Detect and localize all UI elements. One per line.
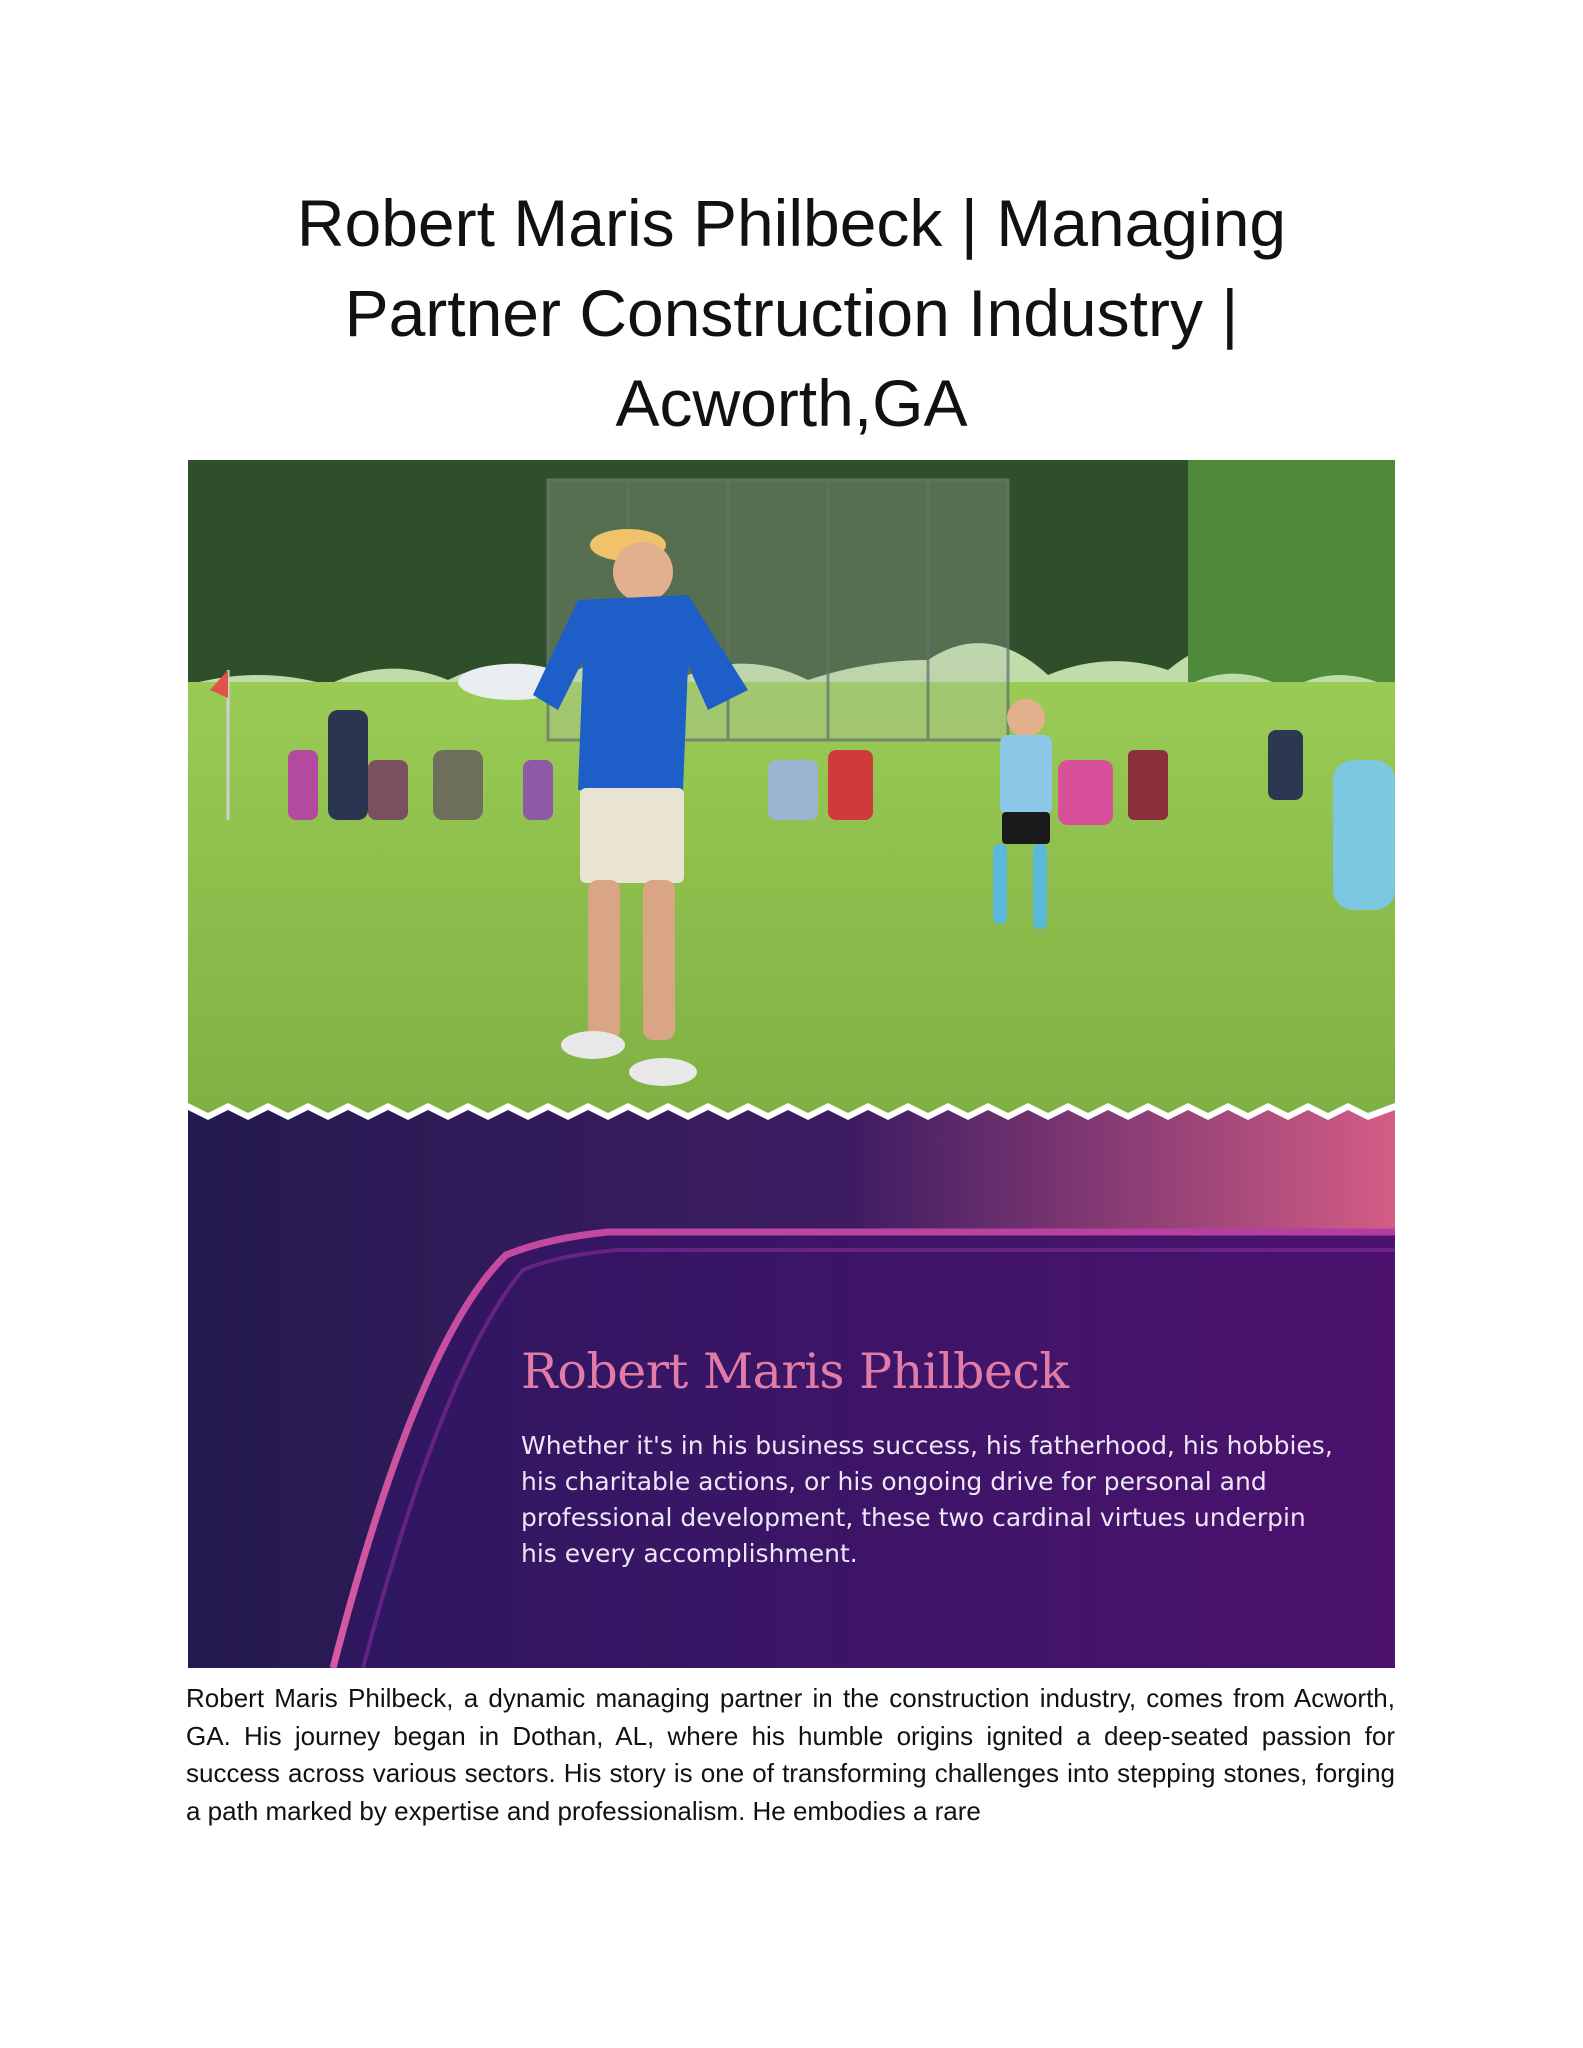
body-paragraph: Robert Maris Philbeck, a dynamic managing partner in the construction industry, comes from Acworth, GA. His journey began in Dothan, AL, where his humble origins ignited a deep-seated passion for success across various sectors. His story is one of transforming challenges into stepping stones, forging a path marked by expertise and professionalism. He embodies a rare [186,1683,1395,1826]
banner-quote: Whether it's in his business success, his fatherhood, his hobbies, his charitable actions, or his ongoing drive for personal and professional development, these two cardinal virtues underpin his every accomplishment. [521,1431,1333,1568]
photo-scene [188,460,1395,1120]
hero-image [188,460,1395,1668]
page-title: Robert Maris Philbeck | Managing Partner Construction Industry | Acworth,GA [296,186,1287,440]
banner-name: Robert Maris Philbeck [521,1343,1069,1400]
